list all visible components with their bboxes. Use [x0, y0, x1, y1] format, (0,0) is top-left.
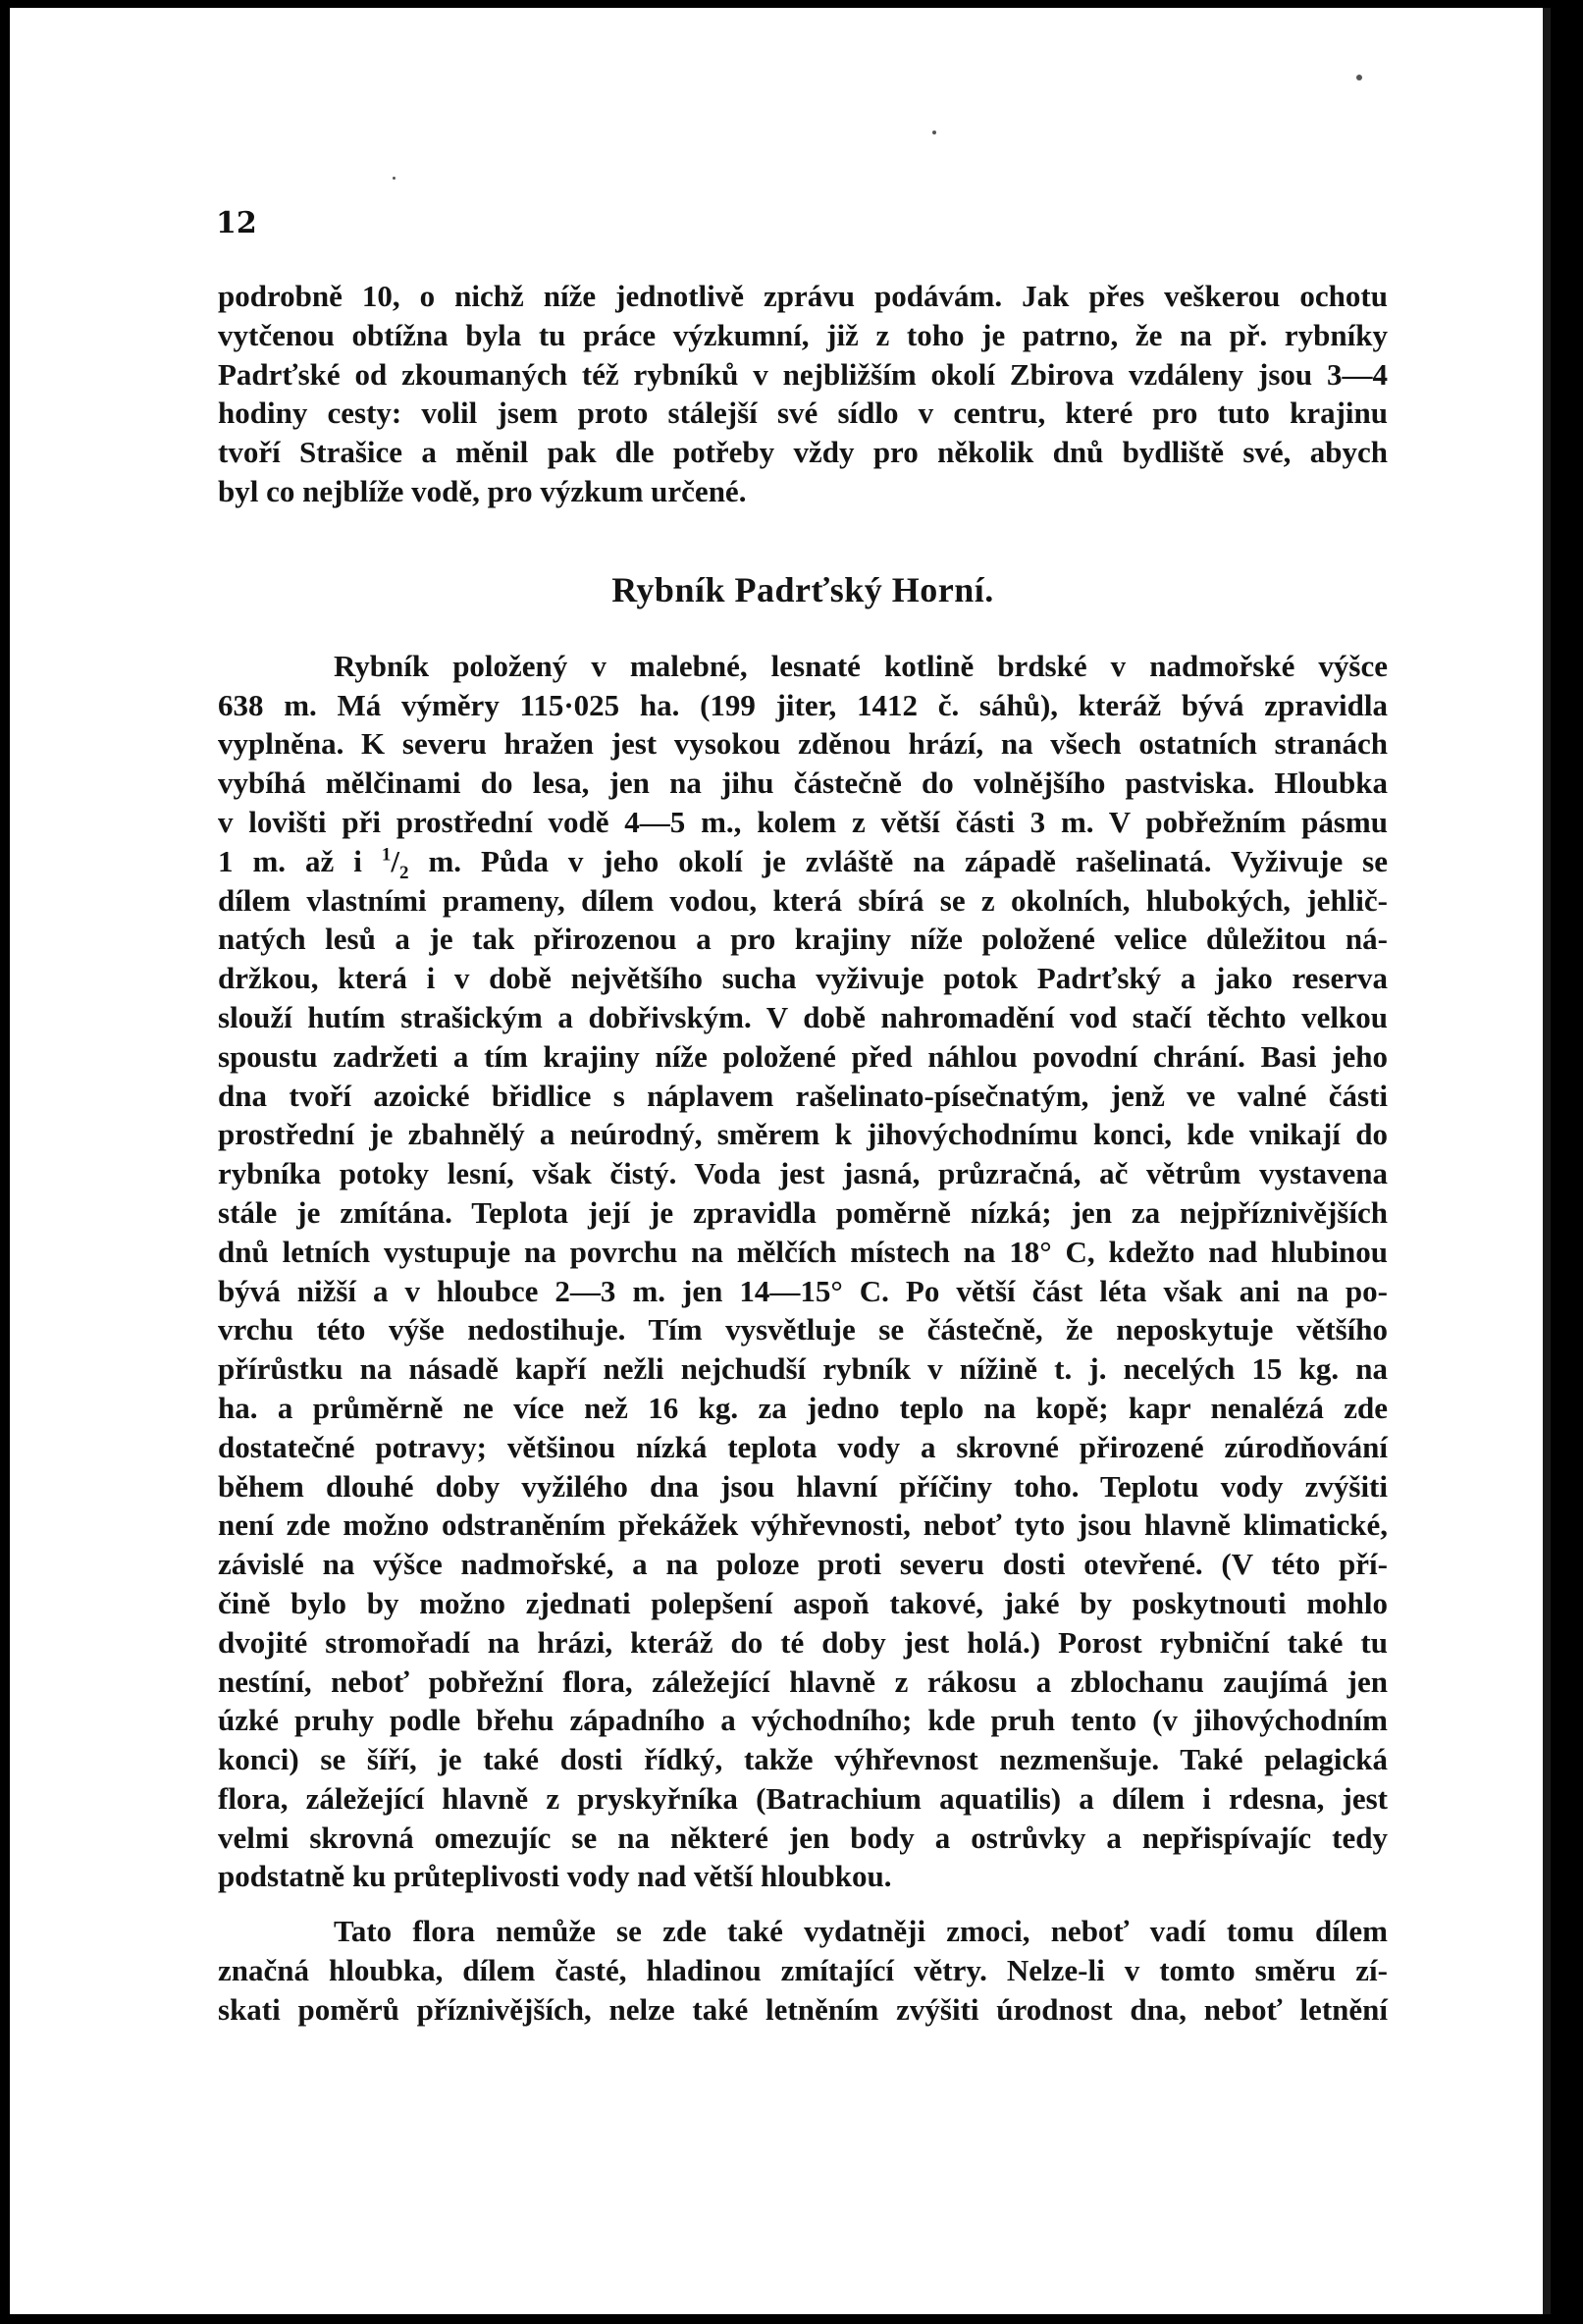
text-line: vrchu této výše nedostihuje. Tím vysvětluje se částečně, že neposkytuje většího: [218, 1312, 1388, 1347]
text-column: [218, 277, 1388, 2030]
text-fragment: m. Půda v jeho okolí je zvláště na západě rašelinatá. Vyživuje se: [428, 843, 1389, 878]
page-number: 12: [216, 206, 257, 240]
text-line: byl co nejblíže vodě, pro výzkum určené.: [218, 473, 747, 508]
text-line: rybníka potoky lesní, však čistý. Voda jest jasná, průzračná, ač větrům vystavena: [218, 1156, 1388, 1191]
text-line: během dlouhé doby vyžilého dna jsou hlavní příčiny toho. Teplotu vody zvýšiti: [218, 1468, 1388, 1504]
text-line: dostatečné potravy; většinou nízká teplota vody a skrovné přirozené zúrodňování: [218, 1429, 1388, 1464]
text-line: dvojité stromořadí na hrázi, kteráž do té doby jest holá.) Porost rybniční také tu: [218, 1624, 1388, 1660]
text-line: spoustu zadržeti a tím krajiny níže položené před náhlou povodní chrání. Basi jeho: [218, 1038, 1388, 1074]
text-line: dílem vlastními prameny, dílem vodou, která sbírá se z okolních, hlubokých, jehlič-: [218, 882, 1388, 918]
text-line: dnů letních vystupuje na povrchu na mělčích místech na 18° C, kdežto nad hlubinou: [218, 1234, 1388, 1269]
text-line: prostřední je zbahnělý a neúrodný, směrem k jihovýchodnímu konci, kde vnikají do: [218, 1117, 1388, 1152]
closing-paragraph: [218, 1912, 1388, 2029]
text-line: podrobně 10, o nichž níže jednotlivě zprávu podávám. Jak přes veškerou ochotu: [218, 279, 1388, 313]
text-line: velmi skrovná omezujíc se na některé jen body a ostrůvky a nepřispívajíc tedy: [218, 1820, 1388, 1855]
text-line: přírůstku na násadě kapří nežli nejchudší rybník v nížině t. j. necelých 15 kg. na: [218, 1351, 1388, 1387]
text-line: vytčenou obtížna byla tu práce výzkumní, již z toho je patrno, že na př. rybníky: [218, 317, 1388, 352]
body-paragraph: [218, 647, 1388, 1897]
text-line: bývá nižší a v hloubce 2—3 m. jen 14—15° C. Po větší část léta však ani na po-: [218, 1273, 1388, 1308]
text-line: vybíhá mělčinami do lesa, jen na jihu částečně do volnějšího pastviska. Hloubka: [218, 766, 1388, 801]
text-line: skati poměrů příznivějších, nelze také letněním zvýšiti úrodnost dna, neboť letnění: [218, 1991, 1388, 2027]
text-line: závislé na výšce nadmořské, a na poloze proti severu dosti otevřené. (V této pří-: [218, 1547, 1388, 1582]
text-line: slouží hutím strašickým a dobřivským. V době nahromadění vod stačí těchto velkou: [218, 999, 1388, 1034]
text-line: úzké pruhy podle břehu západního a východního; kde pruh tento (v jihovýchodním: [218, 1703, 1388, 1738]
print-speck: [1356, 75, 1362, 80]
text-line: ha. a průměrně ne více než 16 kg. za jedno teplo na kopě; kapr nenalézá zde: [218, 1390, 1388, 1425]
text-line: konci) se šíří, je také dosti řídký, takže výhřevnost nezmenšuje. Také pelagická: [218, 1742, 1388, 1777]
print-speck: [932, 131, 936, 134]
fraction-numerator: 1: [381, 844, 392, 866]
text-line: vyplněna. K severu hražen jest vysokou zděnou hrází, na všech ostatních stranách: [218, 726, 1388, 762]
text-line: nestíní, neboť pobřežní flora, záležející hlavně z rákosu a zblochanu zaujímá jen: [218, 1664, 1388, 1699]
section-heading: Rybník Padrťský Horní.: [611, 569, 994, 609]
fraction-denominator: 2: [399, 862, 409, 883]
text-line: 638 m. Má výměry 115·025 ha. (199 jiter, 1412 č. sáhů), kteráž bývá zpravidla: [218, 687, 1388, 722]
text-line: Rybník položený v malebné, lesnaté kotlině brdské v nadmořské výšce: [334, 648, 1388, 683]
text-line: natých lesů a je tak přirozenou a pro krajiny níže položené velice důležitou ná-: [218, 922, 1388, 957]
text-line: tvoří Strašice a měnil pak dle potřeby vždy pro několik dnů bydliště své, abych: [218, 435, 1388, 470]
text-line: flora, záležející hlavně z pryskyřníka (Batrachium aquatilis) a dílem i rdesna, jest: [218, 1780, 1388, 1816]
text-line: Padrťské od zkoumaných též rybníků v nejbližším okolí Zbirova vzdáleny jsou 3—4: [218, 356, 1388, 392]
text-line: dna tvoří azoické břidlice s náplavem rašelinato-písečnatým, jenž ve valné části: [218, 1078, 1388, 1113]
text-line: čině bylo by možno zjednati polepšení aspoň takové, jaké by poskytnouti mohlo: [218, 1585, 1388, 1620]
text-fragment: 1 m. až i: [218, 843, 382, 878]
text-line: stále je zmítána. Teplota její je zpravidla poměrně nízká; jen za nejpříznivějších: [218, 1194, 1388, 1230]
text-line: v lovišti při prostřední vodě 4—5 m., kolem z větší části 3 m. V pobřežním pásmu: [218, 804, 1388, 839]
text-line: hodiny cesty: volil jsem proto stálejší své sídlo v centru, které pro tuto krajinu: [218, 396, 1388, 431]
text-line: držkou, která i v době největšího sucha vyživuje potok Padrťský a jako reserva: [218, 961, 1388, 996]
intro-paragraph: [218, 277, 1388, 511]
text-line: podstatně ku průteplivosti vody nad větší hloubkou.: [218, 1859, 892, 1894]
print-speck: [393, 177, 396, 180]
text-line: není zde možno odstraněním překážek výhřevnosti, neboť tyto jsou hlavně klimatické,: [218, 1507, 1388, 1543]
text-line: značná hloubka, dílem časté, hladinou zmítající větry. Nelze-li v tomto směru zí-: [218, 1953, 1388, 1988]
text-line-with-fraction: 1 m. až i $^1/_2$ m. Půda v jeho okolí je zvláště na západě rašelinatá. Vyživuje se: [218, 843, 1389, 883]
text-line: Tato flora nemůže se zde také vydatněji zmoci, neboť vadí tomu dílem: [334, 1914, 1388, 1949]
